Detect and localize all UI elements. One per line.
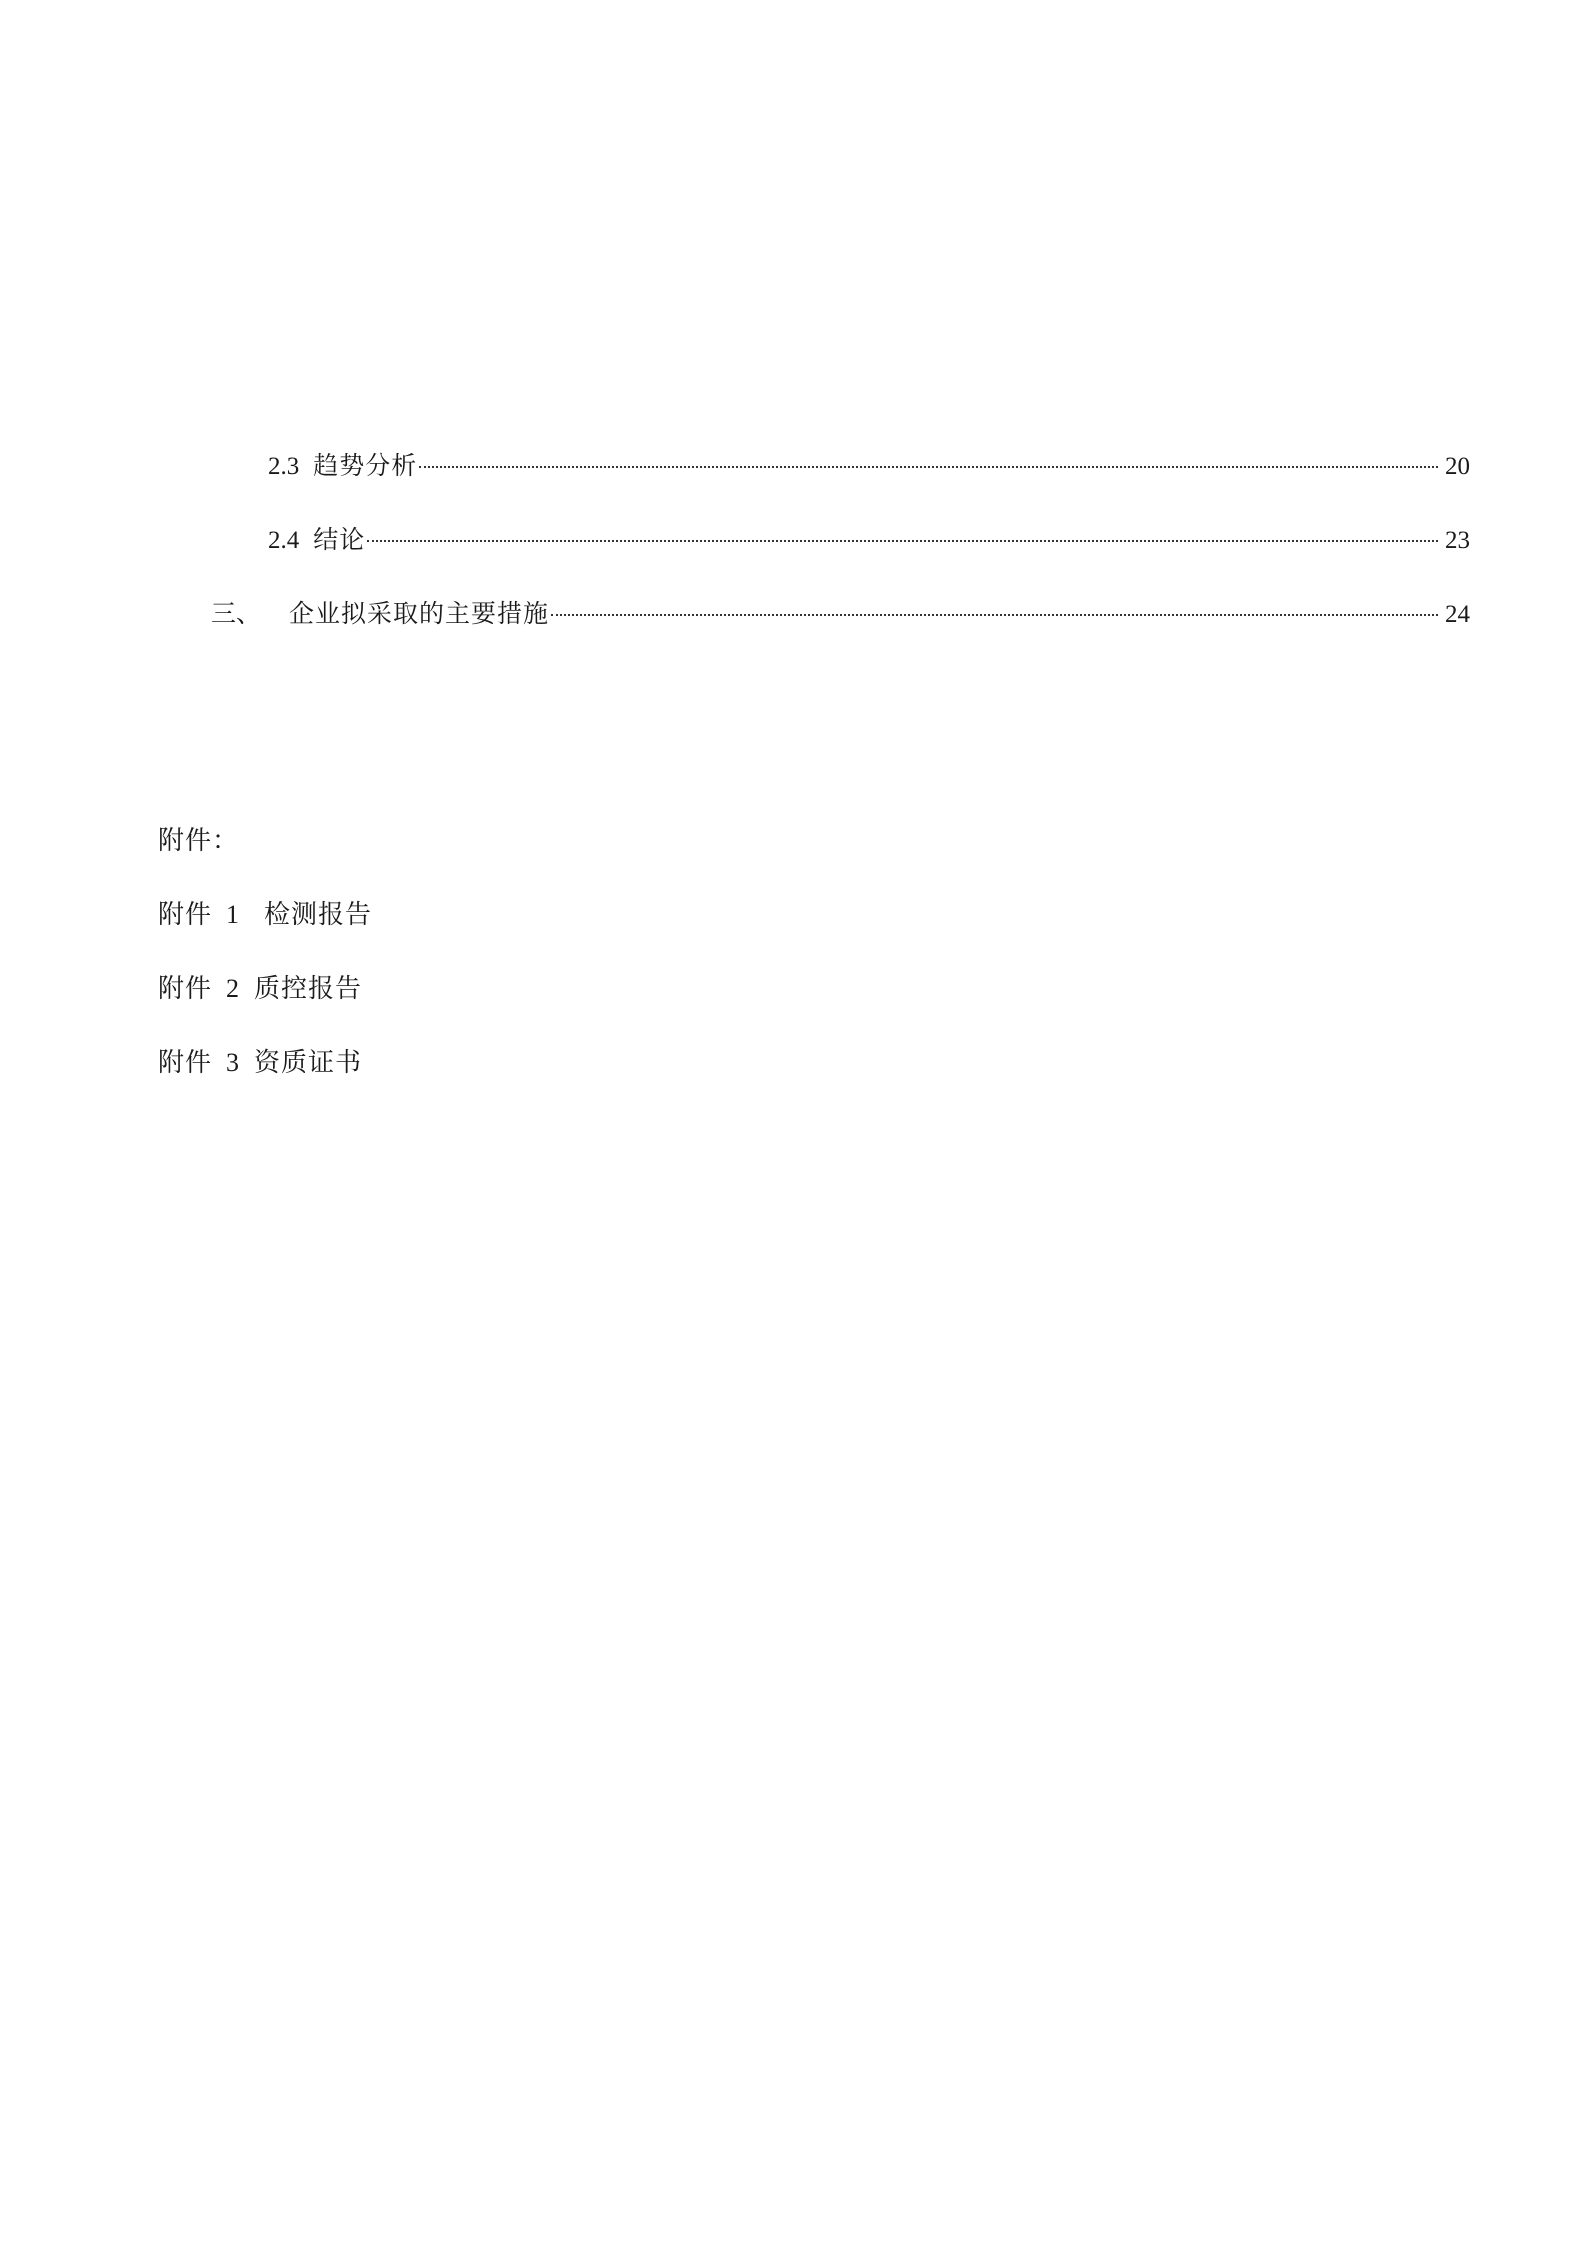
attachment-number: 2 [226,974,241,1003]
attachment-label: 附件 [158,974,213,1003]
toc-dot-leader [367,518,1438,548]
toc-entry-page: 24 [1445,601,1470,628]
attachments-section [158,826,372,1122]
toc-entry-title: 企业拟采取的主要措施 [289,601,550,628]
attachment-label: 附件 [158,900,213,929]
attachment-item-3 [158,1048,372,1078]
toc-entry-number: 2.4 [268,527,300,554]
toc-entry-number: 三、 [211,601,262,628]
attachment-item-2 [158,974,372,1004]
toc-dot-leader [419,444,1438,474]
toc-entry-title: 结论 [313,527,366,554]
attachment-item-1 [158,900,372,930]
toc-entry-2-3[interactable] [268,444,1470,482]
attachment-label: 附件 [158,1048,213,1077]
toc-entry-page: 20 [1445,453,1470,480]
attachment-number: 1 [226,900,241,929]
toc-entry-title: 趋势分析 [313,453,418,480]
attachments-heading: 附件： [158,826,240,855]
attachment-title: 资质证书 [254,1048,363,1077]
toc-dot-leader [551,592,1438,622]
toc-entry-number: 2.3 [268,453,300,480]
attachment-number: 3 [226,1048,241,1077]
attachment-title: 检测报告 [264,900,373,929]
toc-entry-page: 23 [1445,527,1470,554]
attachment-title: 质控报告 [254,974,363,1003]
toc-entry-3[interactable] [211,592,1470,630]
toc-entry-2-4[interactable] [268,518,1470,556]
